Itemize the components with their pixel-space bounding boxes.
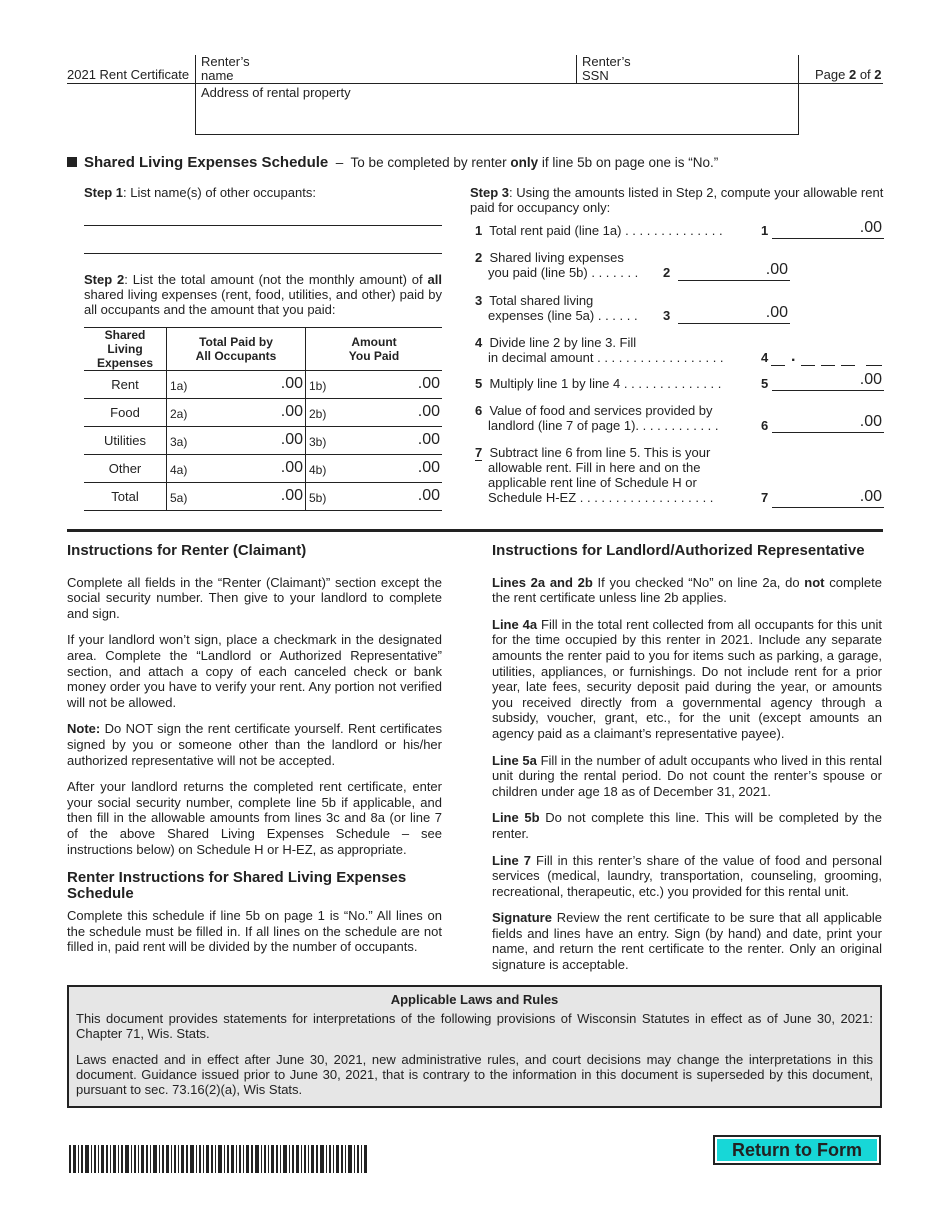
cell-value: .00 bbox=[417, 431, 440, 448]
landlord-item bbox=[492, 575, 882, 606]
line-number: 7 bbox=[475, 445, 483, 460]
applicable-laws-box bbox=[67, 985, 882, 1108]
header-divider bbox=[195, 55, 196, 135]
line-box-number: 3 bbox=[663, 308, 671, 323]
cell-value: .00 bbox=[280, 403, 303, 420]
item-text: Review the rent certificate to be sure that all applicable fields and lines have an entry. Sign (by hand) and date, print your name, and return the rent certificate to the renter. Only an original signature is acceptable. bbox=[492, 910, 882, 973]
item-label: Line 7 bbox=[492, 852, 531, 868]
step3-instruction bbox=[470, 185, 885, 215]
renter-paragraph: After your landlord returns the completed rent certificate, enter your social security number, complete line 5b if applicable, and then fill in the allowable amounts from lines 3c and 8a (or line 7 of the above Shared Living Expenses Schedule – see instructions below) on Schedule H or H-EZ, as appropriate. bbox=[67, 779, 442, 857]
page-indicator bbox=[815, 68, 882, 82]
line-2-amount-field[interactable] bbox=[678, 262, 790, 281]
table-row bbox=[84, 427, 442, 455]
line-box-number: 7 bbox=[761, 490, 769, 505]
line-box-number: 6 bbox=[761, 418, 769, 433]
note-label: Note: bbox=[67, 721, 101, 737]
form-title: 2021 Rent Certificate bbox=[67, 67, 190, 82]
item-text-bold: not bbox=[804, 574, 825, 590]
landlord-item bbox=[492, 853, 882, 900]
laws-paragraph: This document provides statements for interpretations of the following provisions of Wisconsin Statutes in effect as of June 30, 2021: Chapter 71, Wis. Stats. bbox=[76, 1011, 873, 1041]
cell-code: 5a) bbox=[170, 491, 188, 505]
you-paid-field-3b[interactable] bbox=[306, 427, 443, 455]
row-label: Total bbox=[84, 483, 167, 511]
schedule-subtitle-b: if line 5b on page one is “No.” bbox=[538, 155, 719, 170]
total-paid-field-4a[interactable] bbox=[167, 455, 306, 483]
table-row bbox=[84, 399, 442, 427]
row-label: Rent bbox=[84, 371, 167, 399]
renter-paragraph: Complete all fields in the “Renter (Claimant)” section except the social security number. Then give to your landlord to complete and sign. bbox=[67, 574, 442, 621]
line-text: Schedule H-EZ . . . . . . . . . . . . . . . . . . . bbox=[488, 490, 714, 505]
line-text: in decimal amount . . . . . . . . . . . . . . . . . . bbox=[488, 350, 724, 365]
cell-code: 4a) bbox=[170, 463, 188, 477]
row-label: Food bbox=[84, 399, 167, 427]
line-text: expenses (line 5a) . . . . . . bbox=[488, 308, 638, 323]
cell-value: .00 bbox=[417, 459, 440, 476]
line-text: Divide line 2 by line 3. Fill bbox=[489, 335, 637, 350]
line-4-whole-digit[interactable] bbox=[771, 347, 785, 366]
schedule-subtitle-a: To be completed by renter bbox=[350, 155, 511, 170]
amount-value: .00 bbox=[859, 371, 882, 388]
cell-value: .00 bbox=[417, 403, 440, 420]
amount-value: .00 bbox=[765, 261, 788, 278]
you-paid-field-5b[interactable] bbox=[306, 483, 443, 511]
landlord-item bbox=[492, 910, 882, 972]
column-header-total-paid bbox=[167, 328, 306, 371]
address-box-right bbox=[798, 83, 799, 135]
cell-value: .00 bbox=[280, 431, 303, 448]
renter-paragraph: If your landlord won’t sign, place a checkmark in the designated area. Complete the “Landlord or Authorized Representative” section, and attach a copy of each canceled check or bank money order you have to verify your rent. Any portion not verified will not be allowed. bbox=[67, 632, 442, 710]
line-box-number: 1 bbox=[761, 223, 769, 238]
column-header-text: Shared Living Expenses bbox=[96, 328, 154, 370]
step3-label: Step 3 bbox=[470, 185, 510, 200]
cell-code: 4b) bbox=[309, 463, 327, 477]
column-header-text: Amount You Paid bbox=[348, 335, 400, 363]
cell-value: .00 bbox=[280, 487, 303, 504]
renter-instructions bbox=[67, 543, 442, 955]
cell-value: .00 bbox=[417, 487, 440, 504]
cell-value: .00 bbox=[280, 375, 303, 392]
address-field[interactable] bbox=[200, 102, 796, 132]
schedule-title: Shared Living Expenses Schedule bbox=[84, 154, 329, 171]
item-label: Signature bbox=[492, 910, 552, 926]
column-header-amount-you-paid bbox=[306, 328, 443, 371]
line-7-amount-field[interactable] bbox=[772, 489, 884, 508]
total-paid-field-5a[interactable] bbox=[167, 483, 306, 511]
line-text: Shared living expenses bbox=[489, 250, 624, 265]
renter-paragraph: Complete this schedule if line 5b on page 1 is “No.” All lines on the schedule must be filled in. If all lines on the schedule are not filled in, paid rent will be divided by the number of occupants. bbox=[67, 908, 442, 955]
renter-instructions-title: Instructions for Renter (Claimant) bbox=[67, 542, 307, 559]
header-divider bbox=[798, 55, 799, 84]
amount-value: .00 bbox=[859, 413, 882, 430]
amount-value: .00 bbox=[859, 219, 882, 236]
row-label: Other bbox=[84, 455, 167, 483]
total-paid-field-2a[interactable] bbox=[167, 399, 306, 427]
note-text: Do NOT sign the rent certificate yourself. Rent certificates signed by you or someone other than the landlord or his/her authorized representative will not be accepted. bbox=[67, 721, 442, 768]
cell-code: 3b) bbox=[309, 435, 327, 449]
shared-expenses-instructions-title: Renter Instructions for Shared Living Expenses Schedule bbox=[67, 869, 407, 903]
renter-name-field[interactable] bbox=[240, 56, 570, 82]
renter-name-label: Renter’s name bbox=[201, 54, 250, 83]
line-4-decimal-digit-3[interactable] bbox=[841, 347, 855, 366]
item-label: Line 5a bbox=[492, 752, 537, 768]
address-label: Address of rental property bbox=[201, 85, 351, 100]
page-number: 2 bbox=[848, 67, 857, 82]
step1-text: : List name(s) of other occupants: bbox=[123, 185, 316, 200]
landlord-item bbox=[492, 753, 882, 800]
cell-code: 1b) bbox=[309, 379, 327, 393]
cell-code: 2b) bbox=[309, 407, 327, 421]
table-row bbox=[84, 483, 442, 511]
step2-all: all bbox=[427, 272, 442, 287]
renter-ssn-label: Renter’s SSN bbox=[582, 54, 631, 83]
line-4-decimal-digit-4[interactable] bbox=[866, 347, 882, 366]
schedule-dash: – bbox=[335, 155, 344, 170]
header-rule bbox=[67, 83, 883, 84]
you-paid-field-1b[interactable] bbox=[306, 371, 443, 399]
landlord-item bbox=[492, 810, 882, 841]
line-4-decimal-point: . bbox=[791, 348, 796, 365]
line-number: 6 bbox=[475, 403, 483, 418]
bullet-square bbox=[67, 157, 77, 167]
cell-value: .00 bbox=[280, 459, 303, 476]
item-label: Line 5b bbox=[492, 810, 540, 826]
line-text: you paid (line 5b) . . . . . . . bbox=[488, 265, 639, 280]
item-text: Fill in the total rent collected from all occupants for this unit for the time occupied by this renter in 2021. Include any separate amounts the renter paid to you for items such as parking, a garage, utilities, appliances, or furnishings. Do not include rent for a prior year, late fees, security deposit paid during the year, or amounts you received directly from a governmental agency through a subsidy, voucher, grant, etc., for the unit (except amounts an agency paid as a claimant’s representative payee). bbox=[492, 616, 883, 741]
item-text: Fill in the number of adult occupants who lived in this rental unit during the rental period. Do not count the renter’s spouse or children under age 18 as of December 31, 2021. bbox=[492, 752, 882, 799]
step2-instruction bbox=[84, 272, 442, 317]
line-text: Subtract line 6 from line 5. This is your bbox=[489, 445, 711, 460]
step2-text-a: : List the total amount (not the monthly amount) of bbox=[124, 272, 428, 287]
item-text: Fill in this renter’s share of the value of food and personal services (medical, laundry, transportation, counseling, grooming, recreational, therapeutic, etc.) you provided for this rental unit. bbox=[492, 852, 882, 899]
cell-code: 2a) bbox=[170, 407, 188, 421]
item-label: Line 4a bbox=[492, 616, 538, 632]
line-text: allowable rent. Fill in here and on the bbox=[488, 460, 701, 475]
landlord-instructions-title: Instructions for Landlord/Authorized Representative bbox=[492, 542, 865, 559]
step2-label: Step 2 bbox=[84, 272, 125, 287]
line-box-number: 2 bbox=[663, 265, 671, 280]
line-box-number: 4 bbox=[761, 350, 769, 365]
item-text: If you checked “No” on line 2a, do bbox=[592, 574, 805, 590]
section-divider bbox=[67, 529, 883, 532]
cell-value: .00 bbox=[417, 375, 440, 392]
schedule-subtitle-only: only bbox=[510, 155, 539, 170]
row-label: Utilities bbox=[84, 427, 167, 455]
line-text: Multiply line 1 by line 4 . . . . . . . . . . . . . . bbox=[489, 376, 722, 391]
page-prefix: Page bbox=[815, 67, 849, 82]
line-1-amount-field[interactable] bbox=[772, 220, 884, 239]
table-header-row bbox=[84, 328, 442, 371]
line-number: 1 bbox=[475, 223, 483, 238]
line-4-decimal-digit-2[interactable] bbox=[821, 347, 835, 366]
line-text: Value of food and services provided by bbox=[489, 403, 713, 418]
renter-ssn-field[interactable] bbox=[620, 56, 790, 82]
total-paid-field-3a[interactable] bbox=[167, 427, 306, 455]
step3-text: : Using the amounts listed in Step 2, compute your allowable rent paid for occupancy only: bbox=[470, 185, 884, 215]
line-text: landlord (line 7 of page 1). . . . . . . . . . . . bbox=[488, 418, 719, 433]
header-divider bbox=[576, 55, 577, 84]
page-of: of bbox=[856, 67, 875, 82]
barcode-image bbox=[69, 1145, 367, 1173]
line-number: 4 bbox=[475, 335, 483, 350]
column-header-expense bbox=[84, 328, 167, 371]
amount-value: .00 bbox=[859, 488, 882, 505]
line-text: applicable rent line of Schedule H or bbox=[488, 475, 697, 490]
occupant-name-field-2[interactable] bbox=[84, 232, 442, 254]
column-header-text: Total Paid by All Occupants bbox=[195, 335, 277, 363]
step1-label: Step 1 bbox=[84, 185, 124, 200]
line-6-amount-field[interactable] bbox=[772, 414, 884, 433]
line-number: 3 bbox=[475, 293, 483, 308]
laws-paragraph: Laws enacted and in effect after June 30, 2021, new administrative rules, and court decisions may change the interpretations in this document. Guidance issued prior to June 30, 2021, that is contrary to the information in this document is superseded by this document, pursuant to sec. 73.16(2)(a), Wis Stats. bbox=[76, 1052, 873, 1097]
line-text: Total rent paid (line 1a) . . . . . . . . . . . . . . bbox=[489, 223, 723, 238]
total-paid-field-1a[interactable] bbox=[167, 371, 306, 399]
amount-value: .00 bbox=[765, 304, 788, 321]
laws-title: Applicable Laws and Rules bbox=[390, 992, 559, 1007]
table-row bbox=[84, 455, 442, 483]
line-number: 2 bbox=[475, 250, 483, 265]
item-text: complete the rent certificate unless line 2b applies. bbox=[492, 574, 882, 606]
step2-text-b: shared living expenses (rent, food, utilities, and other) paid by all occupants and the amount that you paid: bbox=[84, 287, 442, 317]
you-paid-field-4b[interactable] bbox=[306, 455, 443, 483]
table-row bbox=[84, 371, 442, 399]
landlord-item bbox=[492, 617, 882, 742]
line-box-number: 5 bbox=[761, 376, 769, 391]
shared-expenses-table bbox=[84, 327, 442, 511]
occupant-name-field-1[interactable] bbox=[84, 204, 442, 226]
line-text: Total shared living bbox=[489, 293, 594, 308]
item-text: Do not complete this line. This will be completed by the renter. bbox=[492, 810, 882, 841]
renter-note bbox=[67, 721, 442, 768]
landlord-instructions bbox=[492, 543, 882, 973]
item-label: Lines 2a and 2b bbox=[492, 574, 593, 590]
schedule-heading bbox=[84, 154, 718, 171]
line-3-amount-field[interactable] bbox=[678, 305, 790, 324]
address-box-bottom bbox=[195, 134, 799, 135]
step1-instruction bbox=[84, 185, 316, 200]
cell-code: 5b) bbox=[309, 491, 327, 505]
cell-code: 3a) bbox=[170, 435, 188, 449]
line-5-amount-field[interactable] bbox=[772, 372, 884, 391]
line-number: 5 bbox=[475, 376, 483, 391]
page-total: 2 bbox=[874, 67, 882, 82]
cell-code: 1a) bbox=[170, 379, 188, 393]
you-paid-field-2b[interactable] bbox=[306, 399, 443, 427]
line-4-decimal-digit-1[interactable] bbox=[801, 347, 815, 366]
return-to-form-button[interactable]: Return to Form bbox=[713, 1135, 881, 1165]
